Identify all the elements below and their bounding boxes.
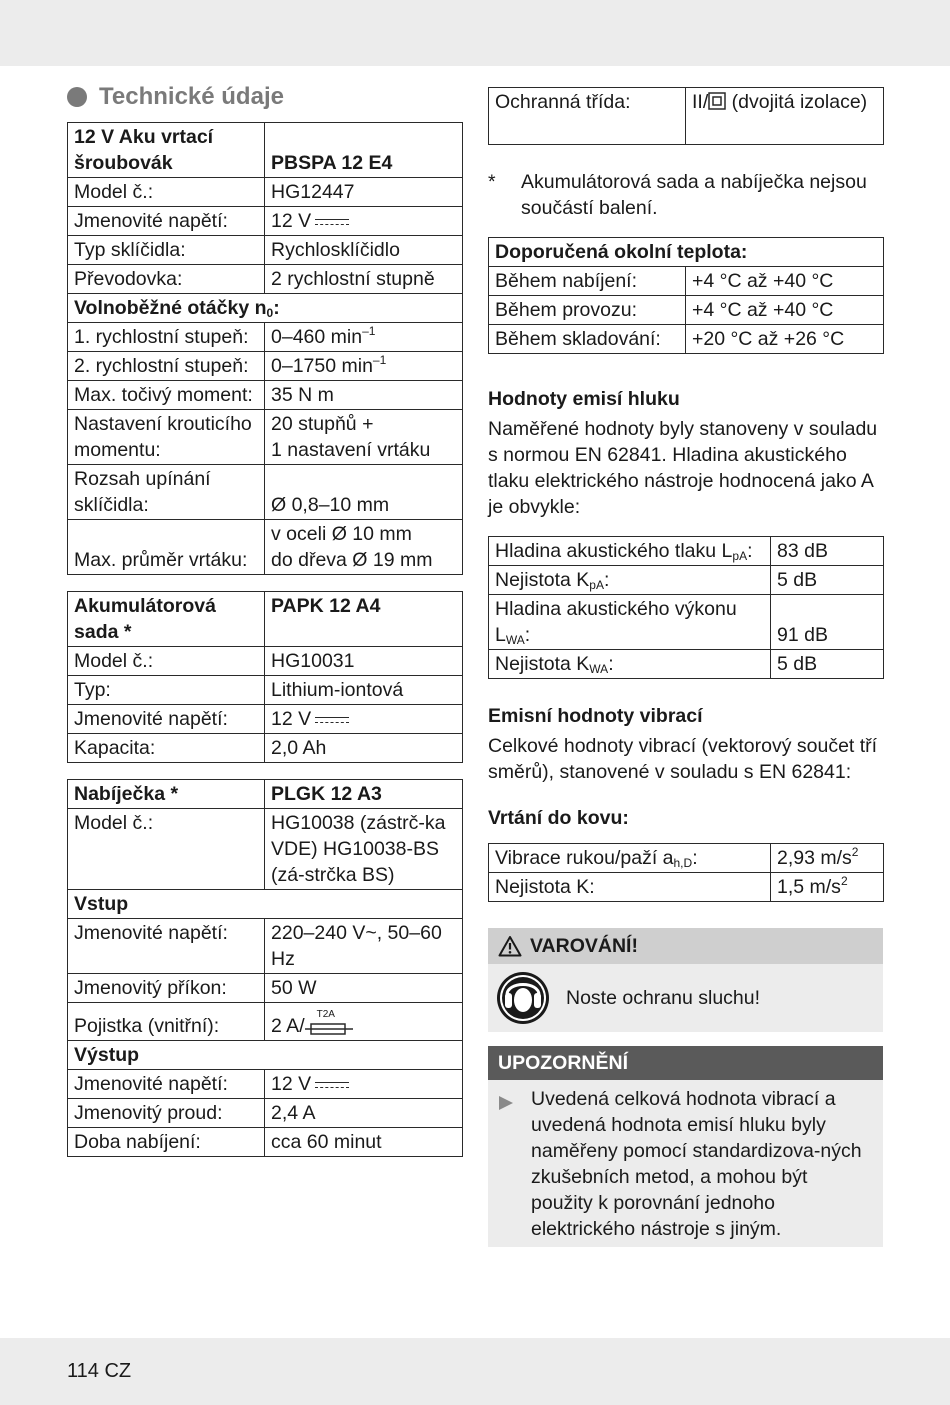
value-text: 1,5 m/s [777,876,841,898]
table-row [489,566,884,595]
row-label: Převodovka: [68,265,265,294]
speed-value: 0–1750 min [271,355,373,377]
section-title [67,80,462,114]
table-row [68,294,463,323]
value-line: do dřeva Ø 19 mm [271,549,433,571]
table-row [489,88,884,145]
row-label: Během skladování: [489,325,686,354]
table-row [68,780,463,809]
speed-sup: –1 [372,353,387,367]
row-label: Model č.: [68,809,265,890]
footnote [488,169,883,221]
warning-text: Noste ochranu sluchu! [566,986,761,1009]
table-row [68,1070,463,1099]
top-band [0,0,950,66]
row-value [265,352,463,381]
page-number: 114 CZ [67,1360,132,1382]
row-value [686,88,884,145]
table-row [68,207,463,236]
notice-header: UPOZORNĚNÍ [488,1046,883,1080]
table-row [68,647,463,676]
row-value: 83 dB [771,537,884,566]
input-header: Vstup [68,890,463,919]
row-value [265,705,463,734]
right-column [488,87,883,1247]
table-row [68,410,463,465]
row-label: Během provozu: [489,296,686,325]
dc-symbol-icon [315,216,349,228]
speed-header-end: : [273,297,280,319]
row-value: 91 dB [771,595,884,650]
label-sub: WA [589,662,609,676]
value-sup: 2 [851,845,859,859]
table-row [68,123,463,178]
row-value: 2,0 Ah [265,734,463,763]
label-end: : [747,540,753,562]
charger-spec-table [67,779,463,1157]
table-row [68,465,463,520]
bullet-triangle-icon [498,1086,531,1242]
left-column [67,80,462,1157]
row-label [489,537,771,566]
label-end: : [603,569,610,591]
row-value [771,844,884,873]
row-value: 220–240 V~, 50–60 Hz [265,919,463,974]
row-value: HG10038 (zástrč-ka VDE) HG10038-BS (zá-strčka BS) [265,809,463,890]
table-row [68,178,463,207]
table-row [68,236,463,265]
speed-value: 0–460 min [271,326,363,348]
label-text: Nejistota K [495,569,590,591]
table-row [68,381,463,410]
warning-header [488,928,883,964]
battery-spec-table [67,591,463,763]
double-insulation-icon [708,92,726,110]
vibration-text: Celkové hodnoty vibrací (vektorový součet tří směrů), stanovené v souladu s EN 62841: [488,735,878,783]
speed-header-sub: 0 [266,306,274,320]
table-row [68,1128,463,1157]
row-value: cca 60 minut [265,1128,463,1157]
table-row [68,974,463,1003]
label-text: Hladina akustického výkonu L [495,598,737,646]
row-value [265,323,463,352]
row-value: 2 rychlostní stupně [265,265,463,294]
dc-symbol-icon [315,714,349,726]
row-value [265,520,463,575]
bullet-dot-icon [67,87,87,107]
voltage-value: 12 V [271,708,312,730]
row-label: Jmenovitý příkon: [68,974,265,1003]
fuse-value: 2 A/ [271,1015,305,1037]
drill-spec-table [67,122,463,575]
row-label: Ochranná třída: [489,88,686,145]
value-line: v oceli Ø 10 mm [271,523,412,545]
row-label: Během nabíjení: [489,267,686,296]
table-row [68,265,463,294]
footnote-mark: * [488,171,496,193]
vibration-heading: Emisní hodnoty vibrací [488,705,703,727]
value-line: 1 nastavení vrtáku [271,439,431,461]
row-value: 50 W [265,974,463,1003]
label-end: : [608,653,614,675]
row-label: Pojistka (vnitřní): [68,1003,265,1041]
speed-header [68,294,463,323]
table-row [489,238,884,267]
warning-body [488,964,883,1032]
table-row [489,296,884,325]
table-row [489,844,884,873]
row-value: +20 °C až +26 °C [686,325,884,354]
row-label [489,650,771,679]
charger-header-label: Nabíječka * [68,780,265,809]
noise-heading: Hodnoty emisí hluku [488,388,680,410]
table-row [68,352,463,381]
value-line: 20 stupňů + [271,413,374,435]
row-label: Nastavení krouticího momentu: [68,410,265,465]
fuse-symbol-icon [305,1008,353,1038]
notice-box [488,1046,883,1247]
protection-value: II/ [692,91,709,113]
table-row [489,650,884,679]
label-text: Hladina akustického tlaku L [495,540,733,562]
label-sub: WA [505,633,525,647]
row-label: Jmenovitý proud: [68,1099,265,1128]
notice-text: Uvedená celková hodnota vibrací a uvedená hodnota emisí hluku byly naměřeny pomocí standardizova-ných zkušebních metod, a mohou být použity k porovnání jednoho elektrického nástroje s jiným. [531,1088,862,1240]
row-value: +4 °C až +40 °C [686,267,884,296]
charger-header-model: PLGK 12 A3 [265,780,463,809]
table-row [489,267,884,296]
row-value [265,410,463,465]
row-value: Rychlosklíčidlo [265,236,463,265]
noise-text: Naměřené hodnoty byly stanoveny v souladu s normou EN 62841. Hladina akustického tlaku elektrického nástroje hodnocená jako A je obvykle: [488,418,878,518]
battery-header-label: Akumulátorová sada * [68,592,265,647]
label-sub: pA [589,578,604,592]
table-row [68,592,463,647]
label-text: Vibrace rukou/paží a [495,847,674,869]
label-end: : [524,624,531,646]
row-label: Jmenovité napětí: [68,705,265,734]
row-label [489,844,771,873]
table-row [489,325,884,354]
table-row [489,595,884,650]
table-row [489,537,884,566]
row-label: Max. točivý moment: [68,381,265,410]
warning-title: VAROVÁNÍ! [530,934,638,957]
row-value: HG10031 [265,647,463,676]
battery-header-model: PAPK 12 A4 [265,592,463,647]
row-value [771,873,884,902]
row-value: Lithium-iontová [265,676,463,705]
voltage-value: 12 V [271,1073,312,1095]
protection-value-rest: (dvojitá izolace) [726,91,868,113]
warning-triangle-icon [498,935,522,957]
temperature-table [488,237,884,354]
row-label: 2. rychlostní stupeň: [68,352,265,381]
row-value: 2,4 A [265,1099,463,1128]
temperature-header: Doporučená okolní teplota: [489,238,884,267]
fuse-label: T2A [316,1008,335,1020]
row-label: Jmenovité napětí: [68,919,265,974]
warning-box [488,928,883,1032]
value-text: 2,93 m/s [777,847,852,869]
section-title-text: Technické údaje [99,83,284,110]
row-label: 1. rychlostní stupeň: [68,323,265,352]
row-value: 35 N m [265,381,463,410]
label-end: : [692,847,698,869]
table-row [68,705,463,734]
value-sup: 2 [840,874,848,888]
row-label: Doba nabíjení: [68,1128,265,1157]
row-value: Ø 0,8–10 mm [265,465,463,520]
row-value: +4 °C až +40 °C [686,296,884,325]
table-row [68,919,463,974]
table-row [68,890,463,919]
vibration-subheading: Vrtání do kovu: [488,807,629,829]
speed-header-text: Volnoběžné otáčky n [74,297,267,319]
row-value: 5 dB [771,650,884,679]
row-label: Max. průměr vrtáku: [68,520,265,575]
footnote-text: Akumulátorová sada a nabíječka nejsou součástí balení. [521,171,867,219]
dc-symbol-icon [315,1079,349,1091]
protection-class-table [488,87,884,145]
output-header: Výstup [68,1041,463,1070]
notice-body [488,1080,883,1247]
label-sub: pA [732,549,748,563]
row-label: Jmenovité napětí: [68,207,265,236]
vibration-table [488,843,884,902]
table-row [68,520,463,575]
row-label: Model č.: [68,178,265,207]
row-label: Kapacita: [68,734,265,763]
drill-header-label: 12 V Aku vrtací šroubovák [68,123,265,178]
row-label: Nejistota K: [489,873,771,902]
row-label: Typ: [68,676,265,705]
row-label: Jmenovité napětí: [68,1070,265,1099]
row-label: Model č.: [68,647,265,676]
table-row [68,1099,463,1128]
drill-header-model: PBSPA 12 E4 [265,123,463,178]
speed-sup: –1 [362,324,376,338]
ear-protection-icon [496,971,550,1025]
table-row [68,1041,463,1070]
row-label [489,595,771,650]
row-value [265,1070,463,1099]
row-value: HG12447 [265,178,463,207]
label-sub: h,D [673,856,693,870]
row-label [489,566,771,595]
row-value [265,1003,463,1041]
table-row [68,676,463,705]
row-label: Rozsah upínání sklíčidla: [68,465,265,520]
voltage-value: 12 V [271,210,312,232]
row-label: Typ sklíčidla: [68,236,265,265]
table-row [68,734,463,763]
label-text: Nejistota K [495,653,590,675]
row-value: 5 dB [771,566,884,595]
table-row [68,323,463,352]
row-value [265,207,463,236]
table-row [68,1003,463,1041]
table-row [68,809,463,890]
table-row [489,873,884,902]
noise-table [488,536,884,679]
bottom-band [0,1338,950,1405]
